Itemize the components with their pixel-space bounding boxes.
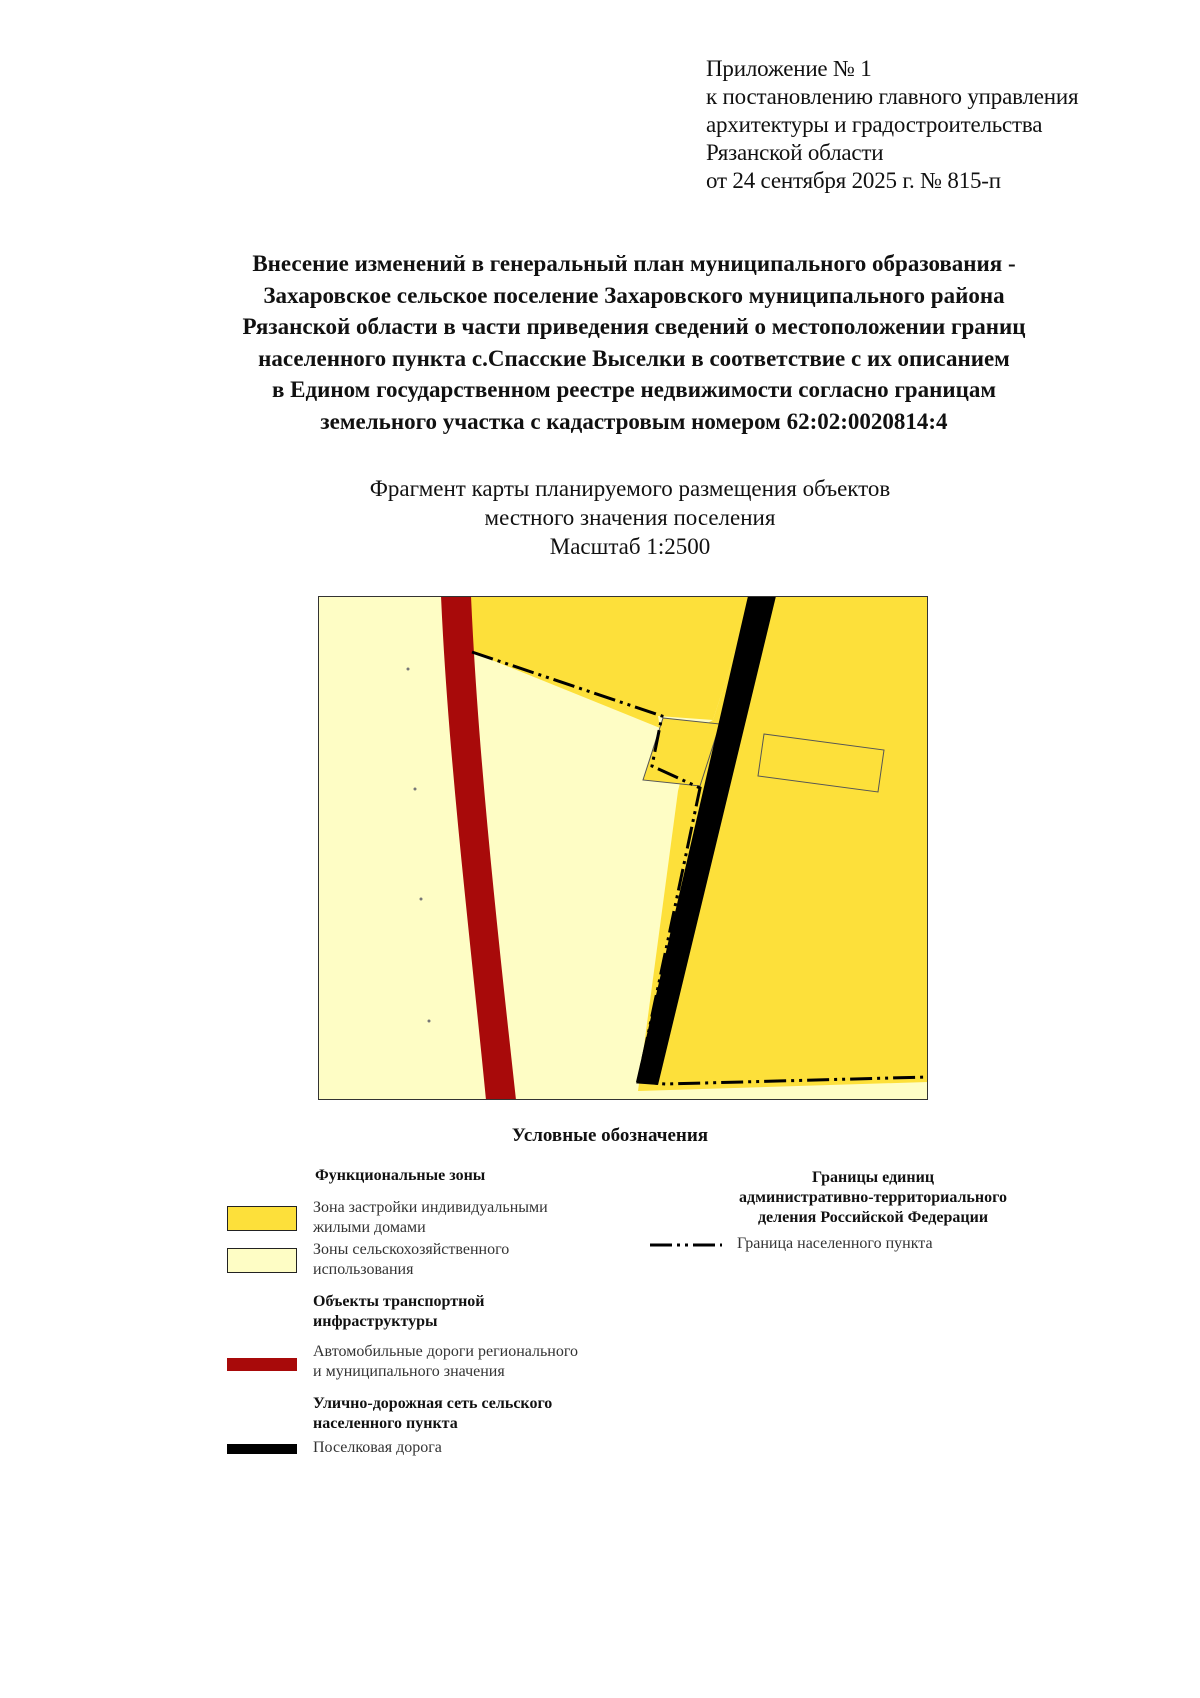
label-line: Зона застройки индивидуальными — [313, 1199, 548, 1216]
appendix-line: к постановлению главного управления — [706, 84, 1079, 109]
settlement-boundary-label: Граница населенного пункта — [737, 1235, 933, 1252]
appendix-line: от 24 сентября 2025 г. № 815-п — [706, 168, 1001, 193]
map-point — [414, 788, 417, 791]
map-point — [407, 668, 410, 671]
settlement-road-label: Поселковая дорога — [313, 1439, 442, 1456]
appendix-line: архитектуры и градостроительства — [706, 112, 1043, 137]
title-line: земельного участка с кадастровым номером 62:02:0020814:4 — [320, 408, 948, 434]
caption-line: местного значения поселения — [484, 505, 776, 530]
title-line: населенного пункта с.Спасские Выселки в соответствие с их описанием — [258, 345, 1010, 371]
regional-road-swatch — [227, 1358, 297, 1371]
admin-boundaries-heading — [708, 1168, 1038, 1228]
map-caption — [230, 474, 1030, 561]
regional-road-label — [313, 1342, 578, 1382]
appendix-line: Приложение № 1 — [706, 56, 872, 81]
heading-line: Границы единиц — [811, 1169, 935, 1186]
map-point — [420, 898, 423, 901]
settlement-road-swatch — [227, 1444, 297, 1454]
functional-zones-heading: Функциональные зоны — [315, 1167, 486, 1184]
title-line: Рязанской области в части приведения сведений о местоположении границ — [242, 314, 1026, 339]
title-line: Внесение изменений в генеральный план муниципального образования - — [252, 251, 1016, 276]
document-title — [130, 248, 1138, 437]
label-line: и муниципального значения — [313, 1363, 505, 1380]
label-line: использования — [313, 1261, 414, 1278]
label-line: Зоны сельскохозяйственного — [313, 1241, 510, 1258]
map-scale: Масштаб 1:2500 — [549, 534, 711, 559]
agricultural-zone-label — [313, 1240, 509, 1280]
map-point — [428, 1020, 431, 1023]
appendix-line: Рязанской области — [706, 140, 884, 165]
title-line: Захаровское сельское поселение Захаровского муниципального района — [263, 282, 1005, 308]
appendix-header — [706, 55, 1078, 195]
map-canvas — [318, 596, 928, 1100]
caption-line: Фрагмент карты планируемого размещения объектов — [369, 476, 891, 501]
residential-zone-swatch — [227, 1206, 297, 1231]
map-fragment — [318, 596, 928, 1100]
heading-line: Улично-дорожная сеть сельского — [313, 1395, 553, 1412]
residential-zone-label — [313, 1198, 548, 1238]
legend-title: Условные обозначения — [511, 1125, 709, 1146]
agricultural-zone-swatch — [227, 1248, 297, 1273]
label-line: Автомобильные дороги регионального — [313, 1343, 579, 1360]
heading-line: населенного пункта — [313, 1415, 458, 1432]
heading-line: инфраструктуры — [313, 1313, 438, 1330]
label-line: жилыми домами — [313, 1219, 426, 1236]
title-line: в Едином государственном реестре недвижимости согласно границам — [271, 377, 997, 402]
street-network-heading — [313, 1394, 552, 1434]
heading-line: административно-территориального — [739, 1189, 1007, 1206]
heading-line: деления Российской Федерации — [757, 1209, 989, 1226]
transport-heading — [313, 1292, 485, 1332]
settlement-boundary-swatch — [648, 1240, 724, 1250]
heading-line: Объекты транспортной — [313, 1293, 485, 1310]
